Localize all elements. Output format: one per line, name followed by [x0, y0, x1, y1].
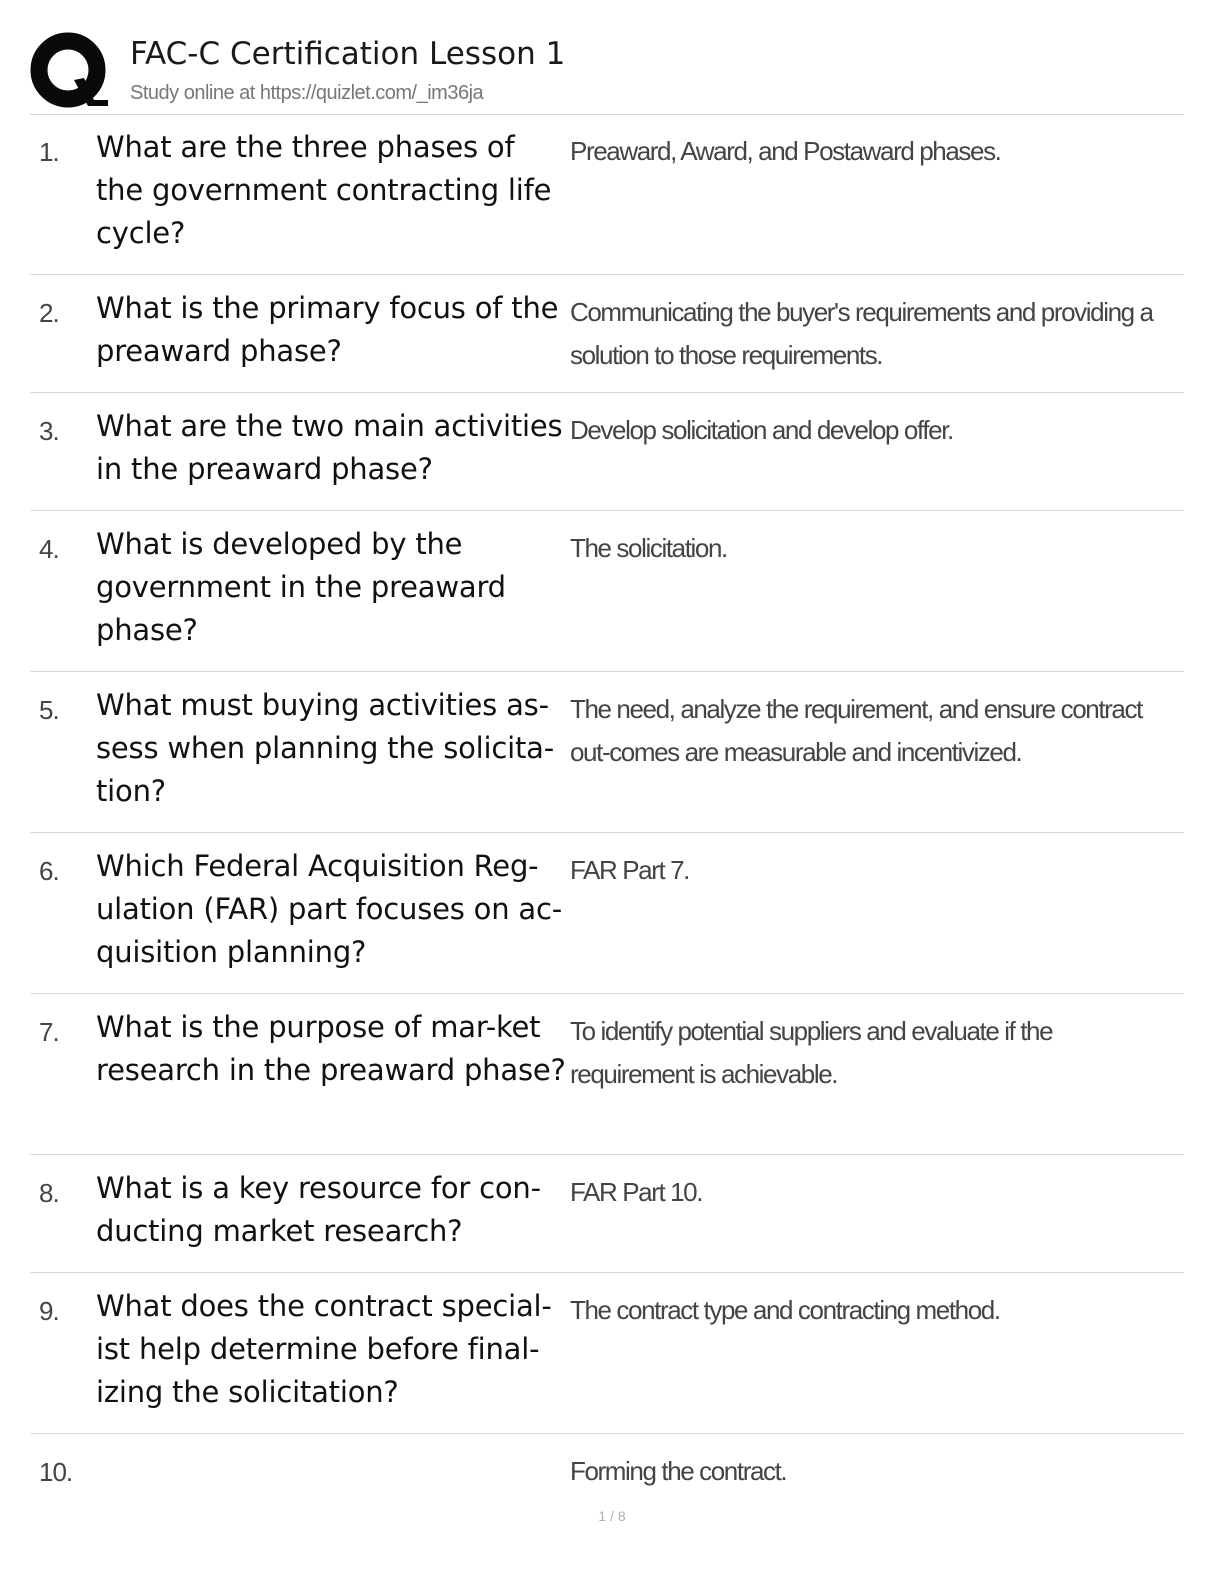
card-number: 9.: [39, 1296, 59, 1326]
card-number: 3.: [39, 416, 59, 446]
flashcard-row: [30, 1273, 1184, 1434]
card-number: 5.: [39, 695, 59, 725]
card-definition: The solicitation.: [570, 533, 727, 563]
card-number: 8.: [39, 1178, 59, 1208]
flashcard-row: [30, 511, 1184, 672]
deck-title: FAC-C Certification Lesson 1: [130, 36, 566, 72]
flashcard-row: [30, 275, 1184, 393]
card-number: 1.: [39, 137, 59, 167]
page-header: [30, 28, 1184, 115]
card-number: 10.: [39, 1457, 73, 1487]
card-term: What must buying activities as-sess when planning the solicita-tion?: [96, 688, 554, 808]
flashcard-row: [30, 114, 1184, 275]
flashcard-list: [30, 114, 1184, 1514]
flashcard-row: [30, 1155, 1184, 1273]
card-definition: The contract type and contracting method.: [570, 1295, 1000, 1325]
card-term: What are the three phases of the government contracting life cycle?: [96, 130, 552, 250]
quizlet-q-logo-icon: [30, 32, 110, 112]
flashcard-row: [30, 833, 1184, 994]
card-number: 7.: [39, 1017, 59, 1047]
card-definition: To identify potential suppliers and evaluate if the requirement is achievable.: [570, 1016, 1053, 1089]
card-number: 4.: [39, 534, 59, 564]
card-definition: Preaward, Award, and Postaward phases.: [570, 136, 1001, 166]
card-definition: The need, analyze the requirement, and ensure contract out-comes are measurable and incentivized.: [570, 694, 1142, 767]
card-term: What does the contract special-ist help determine before final-izing the solicitation?: [96, 1289, 552, 1409]
card-term: What is a key resource for con-ducting market research?: [96, 1171, 541, 1248]
study-online-link[interactable]: Study online at https://quizlet.com/_im36ja: [130, 82, 484, 104]
card-term: What is the purpose of mar-ket research in the preaward phase?: [96, 1010, 566, 1087]
card-definition: Forming the contract.: [570, 1456, 787, 1486]
card-definition: FAR Part 7.: [570, 855, 689, 885]
card-term: What is the primary focus of the preaward phase?: [96, 291, 559, 368]
card-number: 2.: [39, 298, 59, 328]
card-term: What are the two main activities in the preaward phase?: [96, 409, 563, 486]
card-definition: Communicating the buyer's requirements and providing a solution to those requirements.: [570, 297, 1153, 370]
flashcard-row: [30, 1434, 1184, 1514]
flashcard-row: [30, 994, 1184, 1155]
card-definition: Develop solicitation and develop offer.: [570, 415, 953, 445]
flashcard-row: [30, 672, 1184, 833]
flashcard-row: [30, 393, 1184, 511]
card-number: 6.: [39, 856, 59, 886]
page-number: 1 / 8: [598, 1508, 626, 1524]
card-definition: FAR Part 10.: [570, 1177, 703, 1207]
card-term: What is developed by the government in the preaward phase?: [96, 527, 506, 647]
card-term: Which Federal Acquisition Reg-ulation (FAR) part focuses on ac-quisition planning?: [96, 849, 562, 969]
